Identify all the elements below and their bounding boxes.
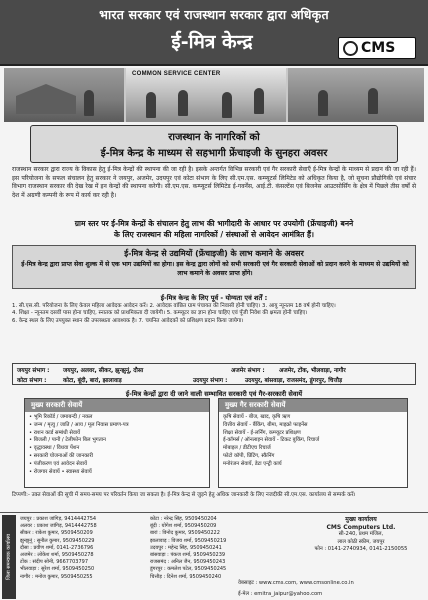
service-item: • रोजगार सेवायें • स्वास्थ्य सेवायें <box>29 468 92 475</box>
nongovt-services-box <box>218 398 408 488</box>
govt-services-list <box>29 414 129 476</box>
division-districts: जयपुर, अलवर, सीकर, झुन्झुनूं, दौसा <box>63 368 144 374</box>
company-name: CMS Computers Ltd. <box>326 523 396 531</box>
office-contact: अलवर : प्रकाश जांगिड़, 9414442758 <box>20 523 97 530</box>
website-row <box>238 578 354 586</box>
division-label: जयपुर संभाग : <box>17 368 50 374</box>
district-office-strip: जिला समन्वयक कार्यालय <box>2 515 16 599</box>
division-table <box>12 363 416 385</box>
conditions-title: ई-मित्र केन्द्र के लिए पूर्व - योग्यता एवं शर्तें : <box>160 294 268 302</box>
photo-strip <box>4 68 424 122</box>
headline-line-2: ई-मित्र केन्द्र के माध्यम से सहभागी फ्रेंचाइजी के सुनहरा अवसर <box>100 148 328 159</box>
office-contact: बांसवाड़ा : पंकज शर्मा, 9509450239 <box>150 552 226 559</box>
address-line: सी-240, प्रथम मंजिल, <box>338 531 384 538</box>
benefit-box <box>12 245 416 289</box>
person-image <box>318 90 328 116</box>
office-contact: नागौर : मनोज कुमार, 9509450255 <box>20 573 93 580</box>
govt-services-box <box>24 398 210 488</box>
services-title: ई-मित्र केन्द्रों द्वारा दी जाने वाली सम्भावित सरकारी एवं गैर-सरकारी सेवायें <box>125 390 303 398</box>
invitation-line-2: के लिए राजस्थान की महिला नागरिकों / संस्थाओं से आवेदन आमंत्रित हैं। <box>114 230 314 239</box>
office-contact: चित्तौड़ : दिनेश शर्मा, 9509450240 <box>150 573 222 580</box>
cms-logo-text: CMS <box>361 40 396 56</box>
person-image <box>368 88 378 114</box>
office-contact: बारां : विनोद कुमार, 9509450222 <box>150 530 220 537</box>
contact-section <box>0 512 428 600</box>
division-districts: उदयपुर, बांसवाड़ा, राजसमंद, डूंगरपुर, चित्तौड़ <box>245 378 343 384</box>
division-label: अजमेर संभाग : <box>231 368 265 374</box>
service-item: वित्तीय सेवायें - बैंकिंग, बीमा, माइक्रो फाइनेंस <box>223 421 308 428</box>
service-item: • भूमि रिकॉर्ड / जमाबन्दी / नकल <box>29 414 93 420</box>
office-contact: सीकर : राकेश कुमार, 9509450209 <box>20 530 93 537</box>
division-districts: अजमेर, टोंक, भीलवाड़ा, नागौर <box>279 368 346 374</box>
service-item: मनोरंजन सेवायें, डेटा एन्ट्री कार्य <box>223 460 282 467</box>
computer-users-photo <box>288 68 424 122</box>
office-contact: दौसा : प्रवीण शर्मा, 0141-2736796 <box>20 544 94 551</box>
condition-item: 6. केन्द्र स्थल के लिए उपयुक्त स्थान की उपलब्धता आवश्यक है। 7. चयनित आवेदकों को प्रशिक्षण प्रदान किया जायेगा। <box>12 317 244 324</box>
service-item: • पंजीकरण एवं आवेदन सेवायें <box>29 460 87 467</box>
service-item: • राशन कार्ड सम्बंधी सेवायें <box>29 429 81 436</box>
hut-image <box>16 84 76 114</box>
service-item: कृषि सेवायें - बीज, खाद, कृषि ऋण <box>223 414 291 420</box>
person-image <box>178 90 188 116</box>
service-item: • जन्म / मृत्यु / जाति / आय / मूल निवास प्रमाण-पत्र <box>29 421 129 428</box>
header-banner <box>0 0 428 66</box>
common-service-center-label: COMMON SERVICE CENTER <box>132 71 221 77</box>
phone-line: फोन : 0141-2740934, 0141-2150055 <box>314 546 408 553</box>
email-row <box>238 589 322 597</box>
service-item: • वृद्धावस्था / विधवा पेंशन <box>29 445 80 452</box>
office-list-1 <box>20 516 150 581</box>
person-image <box>84 90 94 116</box>
invitation-line-1: ग्राम स्तर पर ई-मित्र केन्द्रों के संचालन हेतु लाभ की भागीदारी के आधार पर उपयोगी (फ्रेंचाइजी) बनने <box>74 219 354 228</box>
cms-logo-icon <box>343 41 358 56</box>
office-contact: झालावाड़ : विजय शर्मा, 9509450219 <box>150 537 227 544</box>
headline-box <box>30 125 398 163</box>
email-label: ई-मेल : <box>238 591 253 597</box>
office-list-2 <box>150 516 290 581</box>
office-contact: भीलवाड़ा : सुरेश शर्मा, 9509450250 <box>20 566 95 573</box>
person-image <box>222 92 232 118</box>
nongovt-services-title: मुख्य गैर सरकारी सेवायें <box>219 399 407 412</box>
office-contact: उदयपुर : महेन्द्र सिंह, 9509450241 <box>150 544 222 551</box>
website-link[interactable]: www.cms.com, www.cmsonline.co.in <box>258 580 354 586</box>
service-item: ई-कॉमर्स / ऑनलाइन सेवायें - टिकट बुकिंग, रिचार्ज <box>223 437 320 444</box>
govt-services-title: मुख्य सरकारी सेवायें <box>25 399 209 412</box>
benefit-title: ई-मित्र केन्द्र से उद्यमियों (फ्रेंचाइजी) के लाभ कमाने के अवसर <box>124 249 304 258</box>
headline-line-1: राजस्थान के नागरिकों को <box>168 132 260 143</box>
address-line: लाल कोठी स्कीम, जयपुर <box>337 538 385 545</box>
office-contact: बूंदी : योगेश शर्मा, 9509450209 <box>150 523 217 530</box>
condition-item: 4. शिक्षा - न्यूनतम दसवीं पास होना चाहिए, स्नातक को प्राथमिकता दी जायेगी। 5. कम्प्यूटर का ज्ञान होना चाहिए एवं पूँजी निवेश की क्षमता होनी चाहिए। <box>12 310 308 317</box>
office-contact: जयपुर : प्रकाश जांगिड़, 9414442754 <box>20 516 97 522</box>
person-image <box>146 92 156 118</box>
division-label: उदयपुर संभाग : <box>193 378 228 384</box>
website-label: वेबसाइट : <box>238 580 258 586</box>
note-text: टिप्पणी:- उक्त सेवाओं की सूची में समय-समय पर परिवर्तन किया जा सकता है। ई-मित्र केन्द्र से जुड़ने हेतु अधिक जानकारी के लिए नजदीकी सी.एम.एस. कार्यालय से सम्पर्क करें। <box>12 492 356 498</box>
conditions-list <box>12 303 416 361</box>
service-item: शिक्षा सेवायें - ई-लर्निंग, कम्प्यूटर प्रशिक्षण <box>223 429 301 436</box>
invitation-text <box>22 218 406 240</box>
authorization-line: भारत सरकार एवं राजस्थान सरकार द्वारा अधिकृत <box>99 7 329 22</box>
office-contact: कोटा : नरेन्द्र सिंह, 9509450204 <box>150 516 217 522</box>
office-contact: अजमेर : लोकेश शर्मा, 9509450278 <box>20 552 94 559</box>
nongovt-services-list <box>223 414 319 469</box>
condition-item: 1. सी.एस.सी. परियोजना के लिए केवल महिला आवेदक आवेदन करें। 2. आवेदक वांछित ग्राम पंचायत की निवासी होनी चाहिए। 3. आयु न्यूनतम 18 वर्ष होनी चाहिए। <box>12 303 336 309</box>
person-image <box>254 88 264 114</box>
office-contact: झुन्झुनूं : सुनील कुमार, 9509450229 <box>20 537 95 544</box>
service-item: • बिजली / पानी / टेलीफोन बिल भुगतान <box>29 437 106 444</box>
office-contact: टोंक : संदीप सोनी, 9667703797 <box>20 559 89 566</box>
service-item: • सरकारी योजनाओं की जानकारी <box>29 452 93 459</box>
office-contact: राजसमंद : अनिल जैन, 9509450243 <box>150 559 226 566</box>
division-districts: कोटा, बूंदी, बारां, झालावाड़ <box>63 378 122 384</box>
service-item: मोबाइल / डीटीएच रिचार्ज <box>223 445 271 452</box>
village-photo <box>4 68 124 122</box>
division-label: कोटा संभाग : <box>17 378 47 384</box>
emitra-brand-title: ई-मित्र केन्द्र <box>171 31 253 53</box>
email-link[interactable]: emitra_jaipur@yahoo.com <box>254 591 323 597</box>
head-office-block <box>296 516 426 554</box>
intro-paragraph: राजस्थान सरकार द्वारा राज्य के विकास हेतु ई-मित्र केन्द्रों की स्थापना की जा रही है। इसके अन्तर्गत विभिन्न सरकारी एवं गैर सरकारी सेवाएँ ई-मित्र केन्द्रों के माध्यम से प्रदान की जा रही हैं। इस परियोजना के सफल संचालन हेतु सरकार ने जयपुर, अजमेर, उदयपुर एवं कोटा संभाग के लिए सी.एम.एस. कम्प्यूटर्स लिमिटेड को अधिकृत किया है, जो सूचना प्रौद्योगिकी एवं संचार विभाग राजस्थान सरकार की देख रेख में इन केन्द्रों की स्थापना करेगी। सी.एम.एस. कम्प्यूटर्स लिमिटेड ई-गवर्नेंस, आई.टी. कंसल्टेंस एवं बिजनेस आउटसोर्सिंग के क्षेत्र में पिछले तीस वर्षों से देश में अग्रणी कम्पनी के रूप में कार्य कर रही है। <box>12 166 416 199</box>
benefit-text: ई-मित्र केन्द्र द्वारा प्राप्त सेवा शुल्क में से एक भाग उद्यमियों का होगा। इस केन्द्र द्वारा लोगों को सभी सरकारी एवं गैर सरकारी सेवाओं को प्रदान करने के माध्यम से उद्यमियों को लाभ कमाने के अवसर प्राप्त होंगे। <box>21 261 409 277</box>
office-contact: डूंगरपुर : कमलेश पटेल, 9509450245 <box>150 566 227 573</box>
cms-logo <box>338 37 416 59</box>
service-item: फोटो कॉपी, प्रिंटिंग, स्कैनिंग <box>223 452 275 459</box>
head-office-title: मुख्य कार्यालय <box>345 516 377 523</box>
